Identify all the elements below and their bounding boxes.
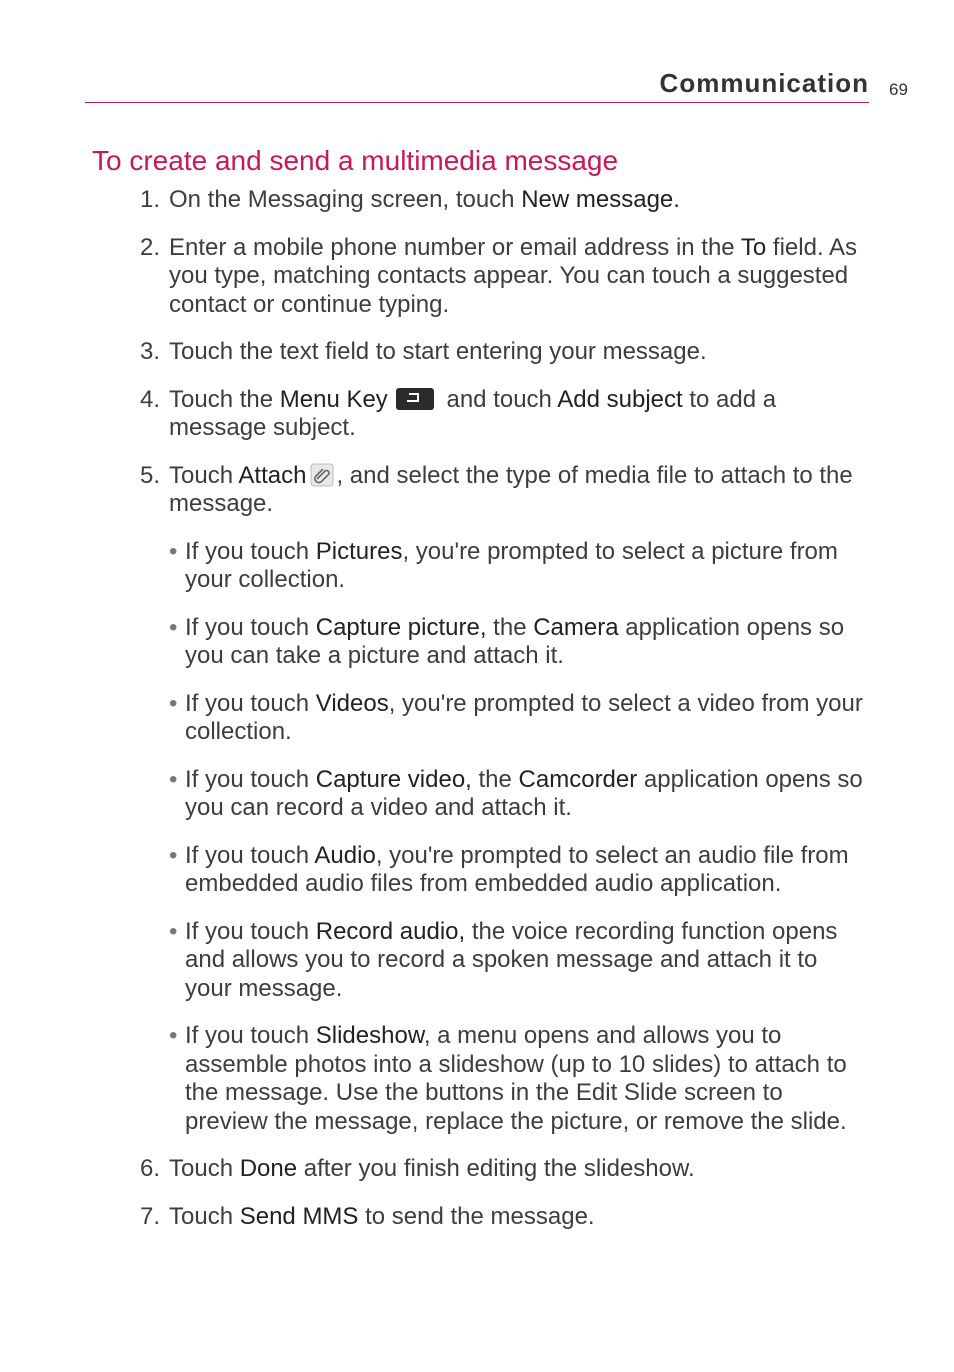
- ui-term: Capture video,: [315, 765, 472, 793]
- ui-term: Capture picture,: [315, 613, 487, 641]
- ui-term: Audio: [314, 841, 376, 869]
- bullet-marker: •: [169, 1022, 178, 1049]
- ui-term: Send MMS: [239, 1202, 359, 1230]
- bullet-marker: •: [169, 841, 178, 869]
- bullet-marker: •: [169, 765, 178, 793]
- bullet-item: [169, 614, 868, 671]
- bullet-item: [169, 538, 868, 595]
- bullet-text: , a menu opens and allows you to assemble photos into a slideshow (up to 10 slides) to attach to the message. Use the buttons in the Edit Slide screen to preview the message, replace the picture, or remove the slide.: [185, 1022, 847, 1135]
- paperclip-icon: [310, 463, 334, 487]
- bullet-text: application opens so you can take a picture and attach it.: [185, 613, 845, 669]
- instructions: [140, 186, 868, 1250]
- step-3: [140, 338, 868, 367]
- step-text: and touch: [439, 385, 558, 413]
- step-text: Touch the: [169, 385, 280, 413]
- bullet-marker: •: [169, 917, 178, 945]
- ui-term: Videos: [315, 689, 389, 717]
- bullet-item: [169, 918, 868, 1004]
- step-text: to add a message subject.: [169, 385, 777, 441]
- bullet-item: [169, 842, 868, 899]
- section-name: Communication: [659, 68, 869, 98]
- step-text: Enter a mobile phone number or email address in the: [169, 233, 741, 261]
- menu-key-icon: [396, 388, 434, 410]
- step-number: 7.: [140, 1202, 161, 1230]
- step-text: , and select the type of media file to attach to the message.: [169, 461, 853, 517]
- step-number: 5.: [140, 461, 161, 489]
- bullet-text: If you touch: [185, 765, 316, 793]
- ui-term: New message.: [521, 186, 680, 213]
- bullet-marker: •: [169, 689, 178, 717]
- step-text: On the Messaging screen, touch: [169, 186, 522, 213]
- step-7: [140, 1203, 868, 1232]
- bullet-text: If you touch: [185, 689, 316, 717]
- bullet-text: If you touch: [185, 537, 316, 565]
- ui-term: To: [740, 233, 767, 261]
- ui-term: Add subject: [557, 385, 683, 413]
- bullet-item: [169, 1022, 868, 1136]
- step-6: [140, 1155, 868, 1184]
- step-text: Touch: [169, 461, 239, 489]
- step-5: [140, 462, 868, 519]
- step-number: 6.: [140, 1155, 161, 1182]
- bullet-item: [169, 766, 868, 823]
- page-header: [85, 62, 869, 103]
- bullet-text: the: [471, 765, 519, 793]
- ui-term: Attach: [238, 461, 307, 489]
- bullet-text: the: [486, 613, 534, 641]
- step-text: after you finish editing the slideshow.: [297, 1155, 695, 1182]
- ui-term: Camcorder: [518, 765, 638, 793]
- bullet-text: application opens so you can record a video and attach it.: [185, 765, 863, 821]
- step-text: Touch the text field to start entering your message.: [169, 338, 707, 365]
- step-text: to send the message.: [358, 1202, 595, 1230]
- step-1: [140, 186, 868, 215]
- bullet-text: If you touch: [185, 917, 316, 945]
- ui-term: Menu Key: [279, 385, 388, 413]
- bullet-text: , you're prompted to select an audio file from embedded audio files from embedded audio application.: [185, 841, 849, 897]
- ui-term: Camera: [533, 613, 619, 641]
- step-2: [140, 234, 868, 320]
- bullet-text: the voice recording function opens and allows you to record a spoken message and attach it to your message.: [185, 917, 838, 1002]
- ui-term: Record audio,: [315, 917, 466, 945]
- step-number: 1.: [140, 186, 161, 213]
- bullet-text: , you're prompted to select a picture from your collection.: [185, 537, 838, 593]
- bullet-item: [169, 690, 868, 747]
- step-text: Touch: [169, 1155, 240, 1182]
- step-number: 2.: [140, 233, 161, 261]
- bullet-text: , you're prompted to select a video from your collection.: [185, 689, 863, 745]
- bullet-marker: •: [169, 537, 178, 565]
- bullet-text: If you touch: [185, 841, 315, 869]
- bullet-text: If you touch: [185, 613, 316, 641]
- ui-term: Done: [239, 1155, 298, 1182]
- page-title: To create and send a multimedia message: [92, 145, 619, 176]
- step-text: Touch: [169, 1202, 240, 1230]
- bullet-marker: •: [169, 613, 178, 641]
- ui-term: Slideshow: [315, 1022, 424, 1049]
- ui-term: Pictures: [315, 537, 403, 565]
- step-number: 3.: [140, 338, 161, 365]
- step-number: 4.: [140, 385, 161, 413]
- bullet-text: If you touch: [185, 1022, 316, 1049]
- page-number: 69: [889, 80, 908, 99]
- step-text: field. As you type, matching contacts appear. You can touch a suggested contact or continue typing.: [169, 233, 857, 318]
- step-4: [140, 386, 868, 443]
